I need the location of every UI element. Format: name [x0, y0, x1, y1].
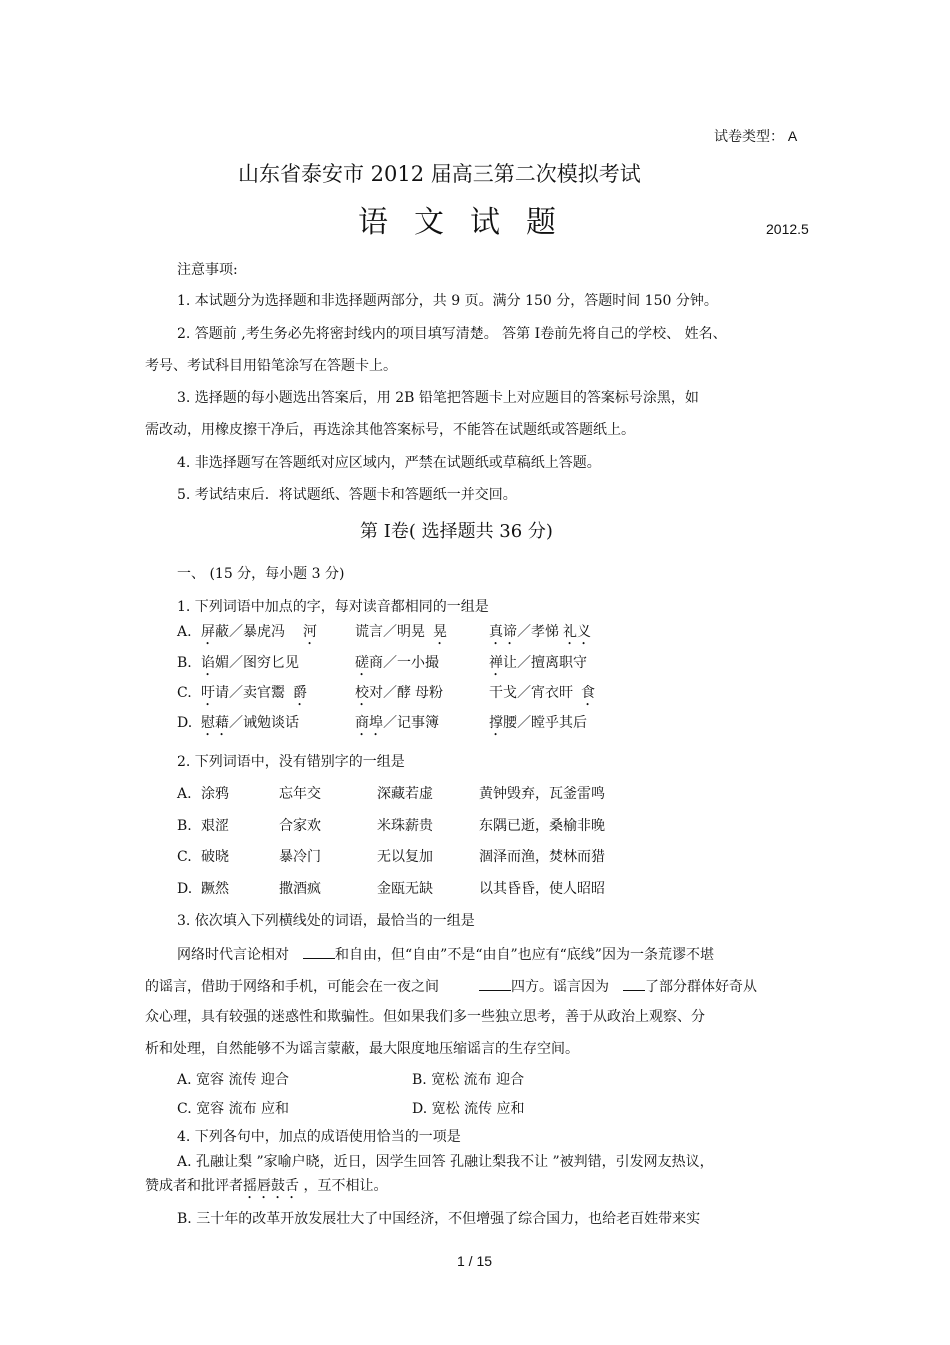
word: 涸泽而渔，焚林而猎: [479, 849, 605, 865]
word: 涂鸦: [201, 786, 229, 802]
word: ／诫: [229, 715, 257, 731]
dotted-char: 吁: [201, 685, 215, 701]
notice-item-2a: 2. 答题前 ,考生务必先将密封线内的项目填写清楚。 答第 Ⅰ卷前先将自己的学校、 姓名、: [177, 326, 727, 342]
dotted-char: 礼义: [563, 624, 591, 640]
option-label: C.: [177, 849, 192, 865]
q3-passage-line-4: 析和处理，自然能够不为谣言蒙蔽，最大限度地压缩谣言的生存空间。: [145, 1041, 579, 1057]
q3-passage-line-1: [177, 944, 714, 964]
exam-title: 山东省泰安市 2012 届高三第二次模拟考试: [238, 162, 641, 186]
word: 深藏若虚: [377, 786, 433, 802]
q3-option-d: D. 宽松 流传 应和: [412, 1101, 525, 1117]
q3-option-b: B. 宽松 流布 迎合: [412, 1072, 525, 1088]
q2-option-c: [177, 848, 605, 866]
section-title: 第 Ⅰ卷( 选择题共 36 分): [360, 521, 553, 542]
text: 的谣言，借助于网络和手机，可能会在一夜之间: [145, 979, 439, 995]
dotted-char: 晃: [433, 624, 447, 640]
notice-item-2b: 考号、考试科目用铅笔涂写在答题卡上。: [145, 358, 397, 374]
part-heading: 一、 (15 分，每小题 3 分): [177, 566, 345, 582]
word: 金瓯无缺: [377, 881, 433, 897]
word: 蔽／暴虎冯: [215, 624, 285, 640]
word: 暴冷门: [279, 849, 321, 865]
text: 了部分群体好奇从: [645, 979, 757, 995]
notice-item-4: 4. 非选择题写在答题纸对应区域内，严禁在试题纸或草稿纸上答题。: [177, 455, 601, 471]
word: ／记事簿: [383, 715, 439, 731]
subject-title: 语文试题: [358, 205, 582, 240]
word: ／孝悌: [517, 624, 559, 640]
word: 勉谈话: [257, 715, 299, 731]
q1-option-b: [177, 654, 587, 672]
fill-blank: [479, 976, 511, 991]
word: 干戈／宵衣旰: [489, 685, 573, 701]
q4-option-a-line-2: [145, 1177, 387, 1202]
word: 商／一小撮: [369, 655, 439, 671]
q1-stem: 1. 下列词语中加点的字，每对读音都相同的一组是: [177, 599, 489, 615]
text: 和自由，但“自由”不是“由自”也应有“底线”因为一条荒谬不堪: [335, 947, 714, 963]
q2-option-b: [177, 817, 605, 835]
word: 谎言／明晃: [355, 624, 425, 640]
word: 艰涩: [201, 818, 229, 834]
word: 东隅已逝，桑榆非晚: [479, 818, 605, 834]
option-label: A.: [177, 786, 192, 802]
word: 乎其后: [545, 715, 587, 731]
option-label: D.: [177, 881, 193, 897]
fill-blank: [623, 976, 645, 991]
word: 忘年交: [279, 786, 321, 802]
word: 撒酒疯: [279, 881, 321, 897]
dotted-char: 校: [355, 685, 369, 701]
option-label: B.: [177, 655, 192, 671]
q2-option-d: [177, 880, 605, 898]
q3-option-c: C. 宽容 流布 应和: [177, 1101, 290, 1117]
word: 以其昏昏，使人昭昭: [479, 881, 605, 897]
text: 四方。谣言因为: [511, 979, 609, 995]
word: 请／卖官鬻: [215, 685, 285, 701]
q3-option-a: A. 宽容 流传 迎合: [177, 1072, 289, 1088]
word: 黄钟毁弃，瓦釜雷鸣: [479, 786, 605, 802]
q2-option-a: [177, 785, 605, 803]
q4-option-b-line-1: B. 三十年的改革开放发展壮大了中国经济，不但增强了综合国力，也给老百姓带来实: [177, 1211, 701, 1227]
dotted-char: 商埠: [355, 715, 383, 731]
dotted-char: 禅: [489, 655, 503, 671]
notice-item-3b: 需改动，用橡皮擦干净后，再选涂其他答案标号，不能答在试题纸或答题纸上。: [145, 422, 635, 438]
page-number: 1 / 15: [457, 1253, 493, 1269]
q1-option-d: [177, 714, 587, 732]
word: 对／酵: [369, 685, 411, 701]
word: 米珠薪贵: [377, 818, 433, 834]
notice-heading: 注意事项:: [177, 262, 238, 278]
q4-option-a-line-1: A. 孔融让梨 ”家喻户晓，近日，因学生回答 孔融让梨我不让 ”被判错，引发网友热议，: [177, 1154, 714, 1170]
word: 破晓: [201, 849, 229, 865]
exam-date: 2012.5: [766, 221, 809, 237]
dotted-char: 河: [303, 624, 317, 640]
paper-type-label: 试卷类型： A: [714, 128, 798, 144]
word: 腰／瞠: [503, 715, 545, 731]
option-label: B.: [177, 818, 192, 834]
q3-passage-line-3: 众心理，具有较强的迷惑性和欺骗性。但如果我们多一些独立思考，善于从政治上观察、分: [145, 1009, 705, 1025]
dotted-char: 慰藉: [201, 715, 229, 731]
q2-stem: 2. 下列词语中，没有错别字的一组是: [177, 754, 405, 770]
text: ，互不相让。: [299, 1178, 388, 1194]
text: 赞成者和批评者: [145, 1178, 243, 1194]
word: 母粉: [415, 685, 443, 701]
q1-option-a: [177, 623, 591, 641]
dotted-char: 爵: [293, 685, 307, 701]
dotted-char: 真谛: [489, 624, 517, 640]
dotted-char: 谄: [201, 655, 215, 671]
q3-passage-line-2: [145, 976, 757, 996]
fill-blank: [303, 944, 335, 959]
q4-stem: 4. 下列各句中，加点的成语使用恰当的一项是: [177, 1129, 461, 1145]
notice-item-3a: 3. 选择题的每小题选出答案后，用 2B 铅笔把答题卡上对应题目的答案标号涂黑，如: [177, 390, 699, 406]
dotted-char: 撑: [489, 715, 503, 731]
q1-option-c: [177, 684, 595, 702]
option-label: A.: [177, 624, 192, 640]
dotted-char: 磋: [355, 655, 369, 671]
option-label: C.: [177, 685, 192, 701]
notice-item-5: 5. 考试结束后．将试题纸、答题卡和答题纸一并交回。: [177, 487, 517, 503]
option-label: D.: [177, 715, 193, 731]
word: 合家欢: [279, 818, 321, 834]
word: 让／擅: [503, 655, 545, 671]
dotted-idiom: 摇唇鼓舌: [243, 1178, 299, 1194]
dotted-char: 食: [581, 685, 595, 701]
word: 离职守: [545, 655, 587, 671]
q3-stem: 3. 依次填入下列横线处的词语，最恰当的一组是: [177, 913, 475, 929]
word: 媚／图穷匕见: [215, 655, 299, 671]
word: 蹶然: [201, 881, 229, 897]
word: 无以复加: [377, 849, 433, 865]
dotted-char: 屏: [201, 624, 215, 640]
text: 网络时代言论相对: [177, 947, 289, 963]
notice-item-1: 1. 本试题分为选择题和非选择题两部分，共 9 页。满分 150 分，答题时间 150 分钟。: [177, 293, 718, 309]
